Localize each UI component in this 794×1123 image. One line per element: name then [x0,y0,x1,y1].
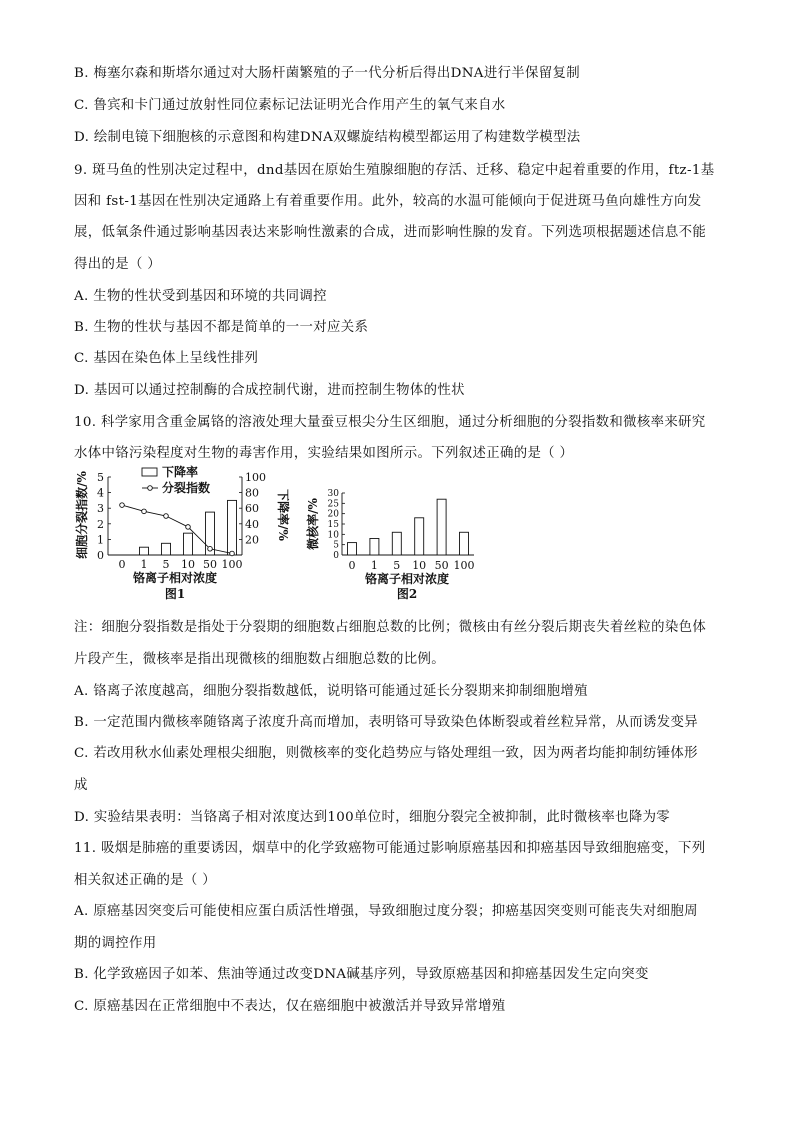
figure-caption: 图1 [164,587,186,601]
text-line: 得出的是（ ） [74,257,162,272]
text-line: 成 [74,778,88,793]
x-tick-label: 5 [393,559,401,572]
text-line: 9. 斑马鱼的性别决定过程中，dnd基因在原始生殖腺细胞的存活、迁移、稳定中起着重要的作用，ftz-1基 [74,163,715,178]
text-line: A. 原癌基因突变后可能使相应蛋白质活性增强，导致细胞过度分裂；抑癌基因突变则可能丧失对细胞周 [74,904,698,919]
decline-rate-bar [140,547,149,555]
y-axis-title: 微核率/% [306,498,320,550]
y-tick-label: 20 [327,509,339,520]
x-tick-label: 10 [181,558,195,571]
x-tick-label: 1 [140,558,148,571]
y-tick-label: 25 [327,499,339,510]
x-tick-label: 50 [434,559,449,572]
x-tick-label: 100 [221,558,243,571]
decline-rate-bar [184,533,193,555]
right-tick-label: 100 [245,471,266,484]
legend-line-marker [148,486,153,491]
left-axis-title: 细胞分裂指数/% [75,471,89,559]
x-tick-label: 5 [162,558,170,571]
division-index-point [142,509,147,514]
text-line: A. 生物的性状受到基因和环境的共同调控 [74,289,327,304]
x-tick-label: 0 [118,558,126,571]
x-tick-label: 50 [203,558,217,571]
legend-bar-label: 下降率 [162,465,199,479]
legend-bar-swatch [142,468,157,476]
micronucleus-rate-bar [437,499,446,555]
text-line: A. 铬离子浓度越高，细胞分裂指数越低，说明铬可能通过延长分裂期来抑制细胞增殖 [74,684,588,699]
text-line: D. 绘制电镜下细胞核的示意图和构建DNA双螺旋结构模型都运用了构建数学模型法 [74,130,581,145]
x-tick-label: 1 [370,559,378,572]
division-index-point [164,514,169,519]
left-tick-label: 3 [97,502,104,516]
text-line: 注：细胞分裂指数是指处于分裂期的细胞数占细胞总数的比例；微核由有丝分裂后期丧失着丝粒的染色体 [74,620,707,635]
division-index-point [230,551,235,556]
text-line: 因和 fst-1基因在性别决定通路上有着重要作用。此外，较高的水温可能倾向于促进斑马鱼向雄性方向发 [74,194,702,209]
text-line: C. 基因在染色体上呈线性排列 [74,351,259,366]
micronucleus-rate-bar [392,532,401,555]
division-index-line [122,505,232,553]
left-tick-label: 1 [97,533,104,547]
decline-rate-bar [162,543,171,555]
y-tick-label: 0 [333,551,339,561]
legend-line-label: 分裂指数 [162,481,211,495]
micronucleus-rate-bar [415,518,424,555]
x-axis-title: 铬离子相对浓度 [364,572,450,586]
micronucleus-rate-bar [348,543,357,555]
x-tick-label: 0 [348,559,356,572]
figure-2 [304,478,484,613]
text-line: 相关叙述正确的是（ ） [74,873,217,888]
text-line: D. 实验结果表明：当铬离子相对浓度达到100单位时，细胞分裂完全被抑制，此时微核率也降为零 [74,810,671,825]
right-tick-label: 60 [245,502,259,516]
y-tick-label: 15 [327,520,339,530]
text-line: D. 基因可以通过控制酶的合成控制代谢，进而控制生物体的性状 [74,383,465,398]
text-line: C. 鲁宾和卡门通过放射性同位素标记法证明光合作用产生的氧气来自水 [74,98,506,113]
text-line: 期的调控作用 [74,936,157,951]
left-tick-label: 4 [97,486,104,500]
figure-1 [64,463,294,613]
text-line: 展，低氧条件通过影响基因表达来影响性激素的合成，进而影响性腺的发育。下列选项根据题述信息不能 [74,225,707,240]
division-index-point [120,503,125,508]
figure-caption: 图2 [396,587,418,601]
left-tick-label: 5 [97,471,104,484]
right-tick-label: 80 [245,486,259,500]
text-line: C. 若改用秋水仙素处理根尖细胞，则微核率的变化趋势应与铬处理组一致，因为两者均能抑制纺锤体形 [74,746,698,761]
right-axis-title: 下降率/% [276,489,290,541]
text-line: 11. 吸烟是肺癌的重要诱因，烟草中的化学致癌物可能通过影响原癌基因和抑癌基因导致细胞癌变，下列 [74,841,706,856]
x-tick-label: 100 [453,559,475,572]
micronucleus-rate-bar [460,532,469,555]
text-line: C. 原癌基因在正常细胞中不表达，仅在癌细胞中被激活并导致异常增殖 [74,999,506,1014]
text-line: 10. 科学家用含重金属铬的溶液处理大量蚕豆根尖分生区细胞，通过分析细胞的分裂指数和微核率来研究 [74,415,706,430]
right-tick-label: 40 [245,517,259,531]
y-tick-label: 5 [333,540,339,551]
text-line: 水体中铬污染程度对生物的毒害作用，实验结果如图所示。下列叙述正确的是（ ） [74,446,574,461]
x-tick-label: 10 [412,559,427,572]
text-line: B. 化学致癌因子如苯、焦油等通过改变DNA碱基序列，导致原癌基因和抑癌基因发生定向突变 [74,967,649,982]
division-index-point [186,525,191,530]
right-tick-label: 20 [245,533,259,547]
micronucleus-rate-bar [370,538,379,555]
y-tick-label: 30 [327,489,339,499]
text-line: B. 梅塞尔森和斯塔尔通过对大肠杆菌繁殖的子一代分析后得出DNA进行半保留复制 [74,66,581,81]
text-line: 片段产生，微核率是指出现微核的细胞数占细胞总数的比例。 [74,652,445,667]
division-index-point [208,546,213,551]
left-tick-label: 0 [97,549,104,562]
y-tick-label: 10 [327,530,339,541]
decline-rate-bar [228,500,237,555]
text-line: B. 生物的性状与基因不都是简单的一一对应关系 [74,320,369,335]
left-tick-label: 2 [97,517,104,531]
x-axis-title: 铬离子相对浓度 [132,571,218,585]
text-line: B. 一定范围内微核率随铬离子浓度升高而增加，表明铬可导致染色体断裂或着丝粒异常，从而诱发变异 [74,715,698,730]
